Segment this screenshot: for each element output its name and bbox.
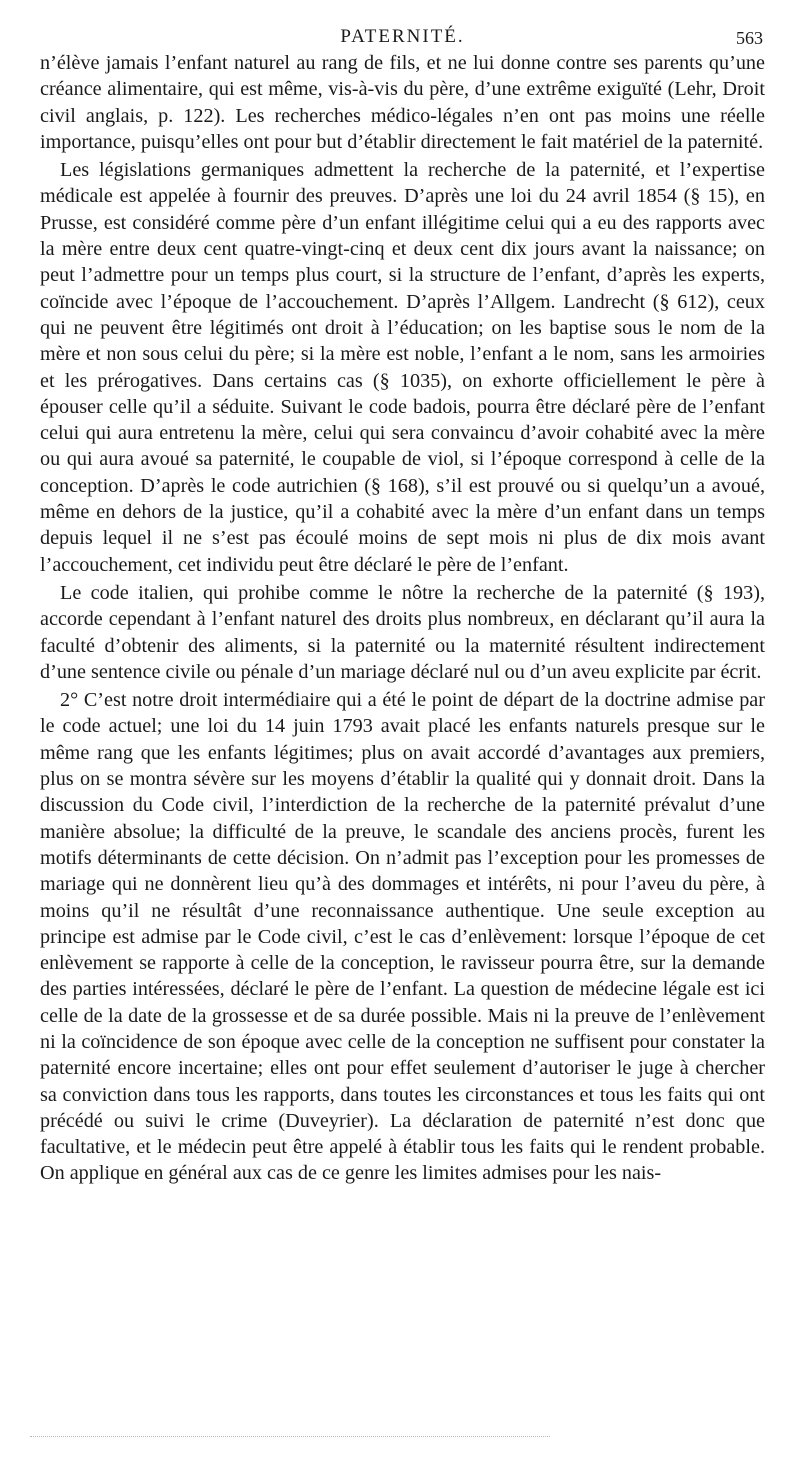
running-title: PATERNITÉ. <box>340 26 465 47</box>
page-header <box>40 18 765 52</box>
paragraph-italian-code: Le code italien, qui prohibe comme le nôtre la recherche de la paternité (§ 193), accorde cependant à l’enfant naturel des droits plus nombreux, en déclarant qu’il aura la faculté d’obtenir des aliments, si la paternité ou la maternité résultent indirectement d’une sentence civile ou pénale d’un mariage déclaré nul ou d’un aveu explicite par écrit. <box>40 581 765 683</box>
scan-artifact-line <box>30 1436 550 1440</box>
body-text <box>40 50 765 1187</box>
page-number: 563 <box>736 28 763 48</box>
book-page <box>40 18 765 1187</box>
paragraph-continuation: n’élève jamais l’enfant naturel au rang de fils, et ne lui donne contre ses parents qu’une créance alimentaire, qui est même, vis-à-vis du père, d’une extrême exiguïté (Lehr, Droit civil anglais, p. 122). Les recherches médico-légales n’en ont pas moins une réelle importance, puisqu’elles ont pour but d’établir directement le fait matériel de la paternité. <box>40 52 765 153</box>
paragraph-intermediate-law: 2° C’est notre droit intermédiaire qui a été le point de départ de la doctrine admise par le code actuel; une loi du 14 juin 1793 avait placé les enfants naturels presque sur le même rang que les enfants légitimes; plus on avait accordé d’avantages aux premiers, plus on se montra sévère sur les moyens d’établir la qualité qui y donnait droit. Dans la discussion du Code civil, l’interdiction de la recherche de la paternité prévalut d’une manière absolue; la difficulté de la preuve, le scandale des anciens procès, furent les motifs déterminants de cette décision. On n’admit pas l’exception pour les promesses de mariage qui ne donnèrent lieu qu’à des dommages et intérêts, ni pour l’aveu du père, à moins qu’il ne résultât d’une reconnaissance authentique. Une seule exception au principe est admise par le Code civil, c’est le cas d’enlèvement: lorsque l’époque de cet enlèvement se rapporte à celle de la conception, le ravisseur pourra être, sur la demande des parties intéressées, déclaré le père de l’enfant. La question de médecine légale est ici celle de la date de la grossesse et de sa durée possible. Mais ni la preuve de l’enlèvement ni la coïncidence de son époque avec celle de la conception ne suffisent pour constater la paternité encore incertaine; elles ont pour effet seulement d’autoriser le juge à chercher sa conviction dans tous les rapports, dans toutes les circonstances et tous les faits qui ont précédé ou suivi le crime (Duveyrier). La déclaration de paternité n’est donc que facultative, et le médecin peut être appelé à établir tous les faits qui le rendent probable. On applique en général aux cas de ce genre les limites admises pour les nais- <box>40 689 765 1185</box>
paragraph-germanic-law: Les législations germaniques admettent la recherche de la paternité, et l’expertise médicale est appelée à fournir des preuves. D’après une loi du 24 avril 1854 (§ 15), en Prusse, est considéré comme père d’un enfant illégitime celui qui a eu des rapports avec la mère entre deux cent quatre-vingt-cinq et deux cent dix jours avant la naissance; on peut l’admettre pour un temps plus court, si la structure de l’enfant, d’après les experts, coïncide avec l’époque de l’accouchement. D’après l’Allgem. Landrecht (§ 612), ceux qui ne peuvent être légitimés ont droit à l’éducation; on les baptise sous le nom de la mère et non sous celui du père; si la mère est noble, l’enfant a le nom, sans les armoiries et les prérogatives. Dans certains cas (§ 1035), on exhorte officiellement le père à épouser celle qu’il a séduite. Suivant le code badois, pourra être déclaré père de l’enfant celui qui aura entretenu la mère, celui qui sera convaincu d’avoir cohabité avec la mère ou qui aura avoué sa paternité, le coupable de viol, si l’époque correspond à celle de la conception. D’après le code autrichien (§ 168), s’il est prouvé ou si quelqu’un a avoué, même en dehors de la justice, qu’il a cohabité avec la mère d’un enfant dans un temps depuis lequel il ne s’est pas écoulé moins de sept mois ni plus de dix mois avant l’accouchement, cet individu peut être déclaré le père de l’enfant. <box>40 159 765 576</box>
